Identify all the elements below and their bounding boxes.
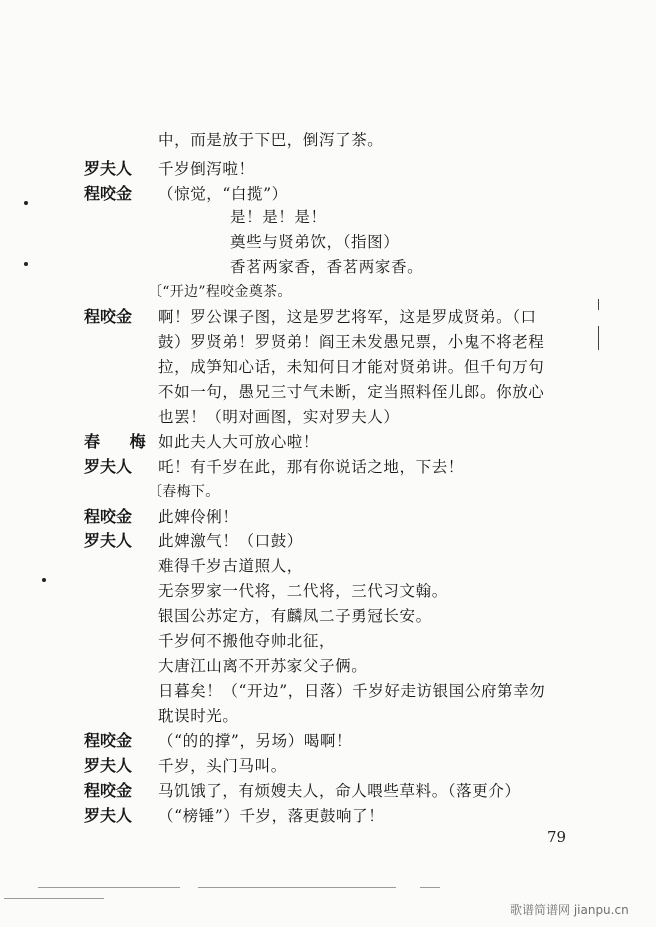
line-text: （“榜锤”）千岁，落更鼓响了！ xyxy=(158,807,385,825)
scan-rule xyxy=(38,887,180,888)
line-text: 千岁倒泻啦！ xyxy=(158,160,255,178)
script-line xyxy=(0,603,656,629)
line-text: 银国公苏定方，有麟凤二子勇冠长安。 xyxy=(158,607,432,625)
margin-mark xyxy=(24,262,28,266)
script-line xyxy=(0,703,656,729)
margin-mark xyxy=(42,578,46,582)
speaker-name: 罗夫人 xyxy=(84,159,133,178)
script-line xyxy=(0,429,656,455)
line-text: 也罢！（明对画图，实对罗夫人） xyxy=(158,408,400,426)
script-line xyxy=(0,404,656,430)
speaker-name: 罗夫人 xyxy=(84,457,133,476)
script-line xyxy=(0,504,656,530)
line-text: （惊觉，“白揽”） xyxy=(158,185,288,203)
speaker-name: 罗夫人 xyxy=(84,531,133,550)
script-line xyxy=(0,678,656,704)
speaker-name: 程咬金 xyxy=(84,507,133,526)
line-text: 不如一句，愚兄三寸气未断，定当照料侄儿郎。你放心 xyxy=(158,383,545,401)
script-line xyxy=(0,379,656,405)
stage-direction: 〔“开边”程咬金奠茶。 xyxy=(148,284,292,300)
stage-direction: 〔春梅下。 xyxy=(148,484,220,500)
script-line xyxy=(0,803,656,829)
script-line xyxy=(0,454,656,480)
line-text: 此婢伶俐！ xyxy=(158,508,239,526)
line-text: （“的的撑”，另场）喝啊！ xyxy=(158,732,353,750)
line-text: 如此夫人大可放心啦！ xyxy=(158,433,320,451)
line-text: 耽误时光。 xyxy=(158,707,239,725)
script-line xyxy=(0,753,656,779)
script-line xyxy=(0,778,656,804)
line-text: 大唐江山离不开苏家父子俩。 xyxy=(158,657,368,675)
script-line xyxy=(0,553,656,579)
verse-text: 香茗两家香，香茗两家香。 xyxy=(230,258,424,276)
line-text: 拉，成笋知心话，未知何日才能对贤弟讲。但千句万句 xyxy=(158,358,545,376)
verse-text: 奠些与贤弟饮，（指图） xyxy=(230,233,400,251)
speaker-name: 罗夫人 xyxy=(84,756,133,775)
script-line xyxy=(0,578,656,604)
script-line xyxy=(0,279,656,305)
line-text: 日暮矣！（“开边”，日落）千岁好走访银国公府第幸勿 xyxy=(158,682,546,700)
margin-tick xyxy=(598,299,599,310)
speaker-name: 程咬金 xyxy=(84,731,133,750)
script-line xyxy=(0,304,656,330)
line-text: 无奈罗家一代将，二代将，三代习文翰。 xyxy=(158,582,448,600)
line-text: 千岁，头门马叫。 xyxy=(158,757,287,775)
margin-tick xyxy=(598,326,599,350)
line-text: 啊！罗公课子图，这是罗艺将军，这是罗成贤弟。（口 xyxy=(158,308,537,326)
watermark: 歌谱简谱网 jianpu.cn xyxy=(510,903,629,917)
scan-rule xyxy=(4,898,104,899)
script-line xyxy=(0,628,656,654)
scan-rule xyxy=(420,887,440,888)
margin-mark xyxy=(24,201,28,205)
line-text: 鼓）罗贤弟！罗贤弟！阎王未发愚兄票，小鬼不将老程 xyxy=(158,333,545,351)
line-text: 马饥饿了，有烦嫂夫人，命人喂些草料。（落更介） xyxy=(158,782,521,800)
script-line xyxy=(0,229,656,255)
speaker-name: 程咬金 xyxy=(84,781,133,800)
line-text: 中，而是放于下巴，倒泻了茶。 xyxy=(158,131,384,149)
script-line xyxy=(0,354,656,380)
script-line xyxy=(0,127,656,153)
line-text: 吒！有千岁在此，那有你说话之地，下去！ xyxy=(158,458,464,476)
script-line xyxy=(0,653,656,679)
speaker-name: 程咬金 xyxy=(84,307,133,326)
speaker-name: 罗夫人 xyxy=(84,806,133,825)
page-number: 79 xyxy=(547,828,567,846)
script-line xyxy=(0,528,656,554)
script-line xyxy=(0,254,656,280)
line-text: 此婢激气！（口鼓） xyxy=(158,532,303,550)
script-line xyxy=(0,479,656,505)
scan-rule xyxy=(198,887,396,888)
script-line xyxy=(0,156,656,182)
script-line xyxy=(0,204,656,230)
script-line xyxy=(0,728,656,754)
verse-text: 是！是！是！ xyxy=(230,208,327,226)
line-text: 难得千岁古道照人， xyxy=(158,557,303,575)
speaker-name: 程咬金 xyxy=(84,184,133,203)
script-line xyxy=(0,329,656,355)
speaker-name: 春 梅 xyxy=(84,432,158,451)
line-text: 千岁何不搬他夺帅北征， xyxy=(158,632,336,650)
